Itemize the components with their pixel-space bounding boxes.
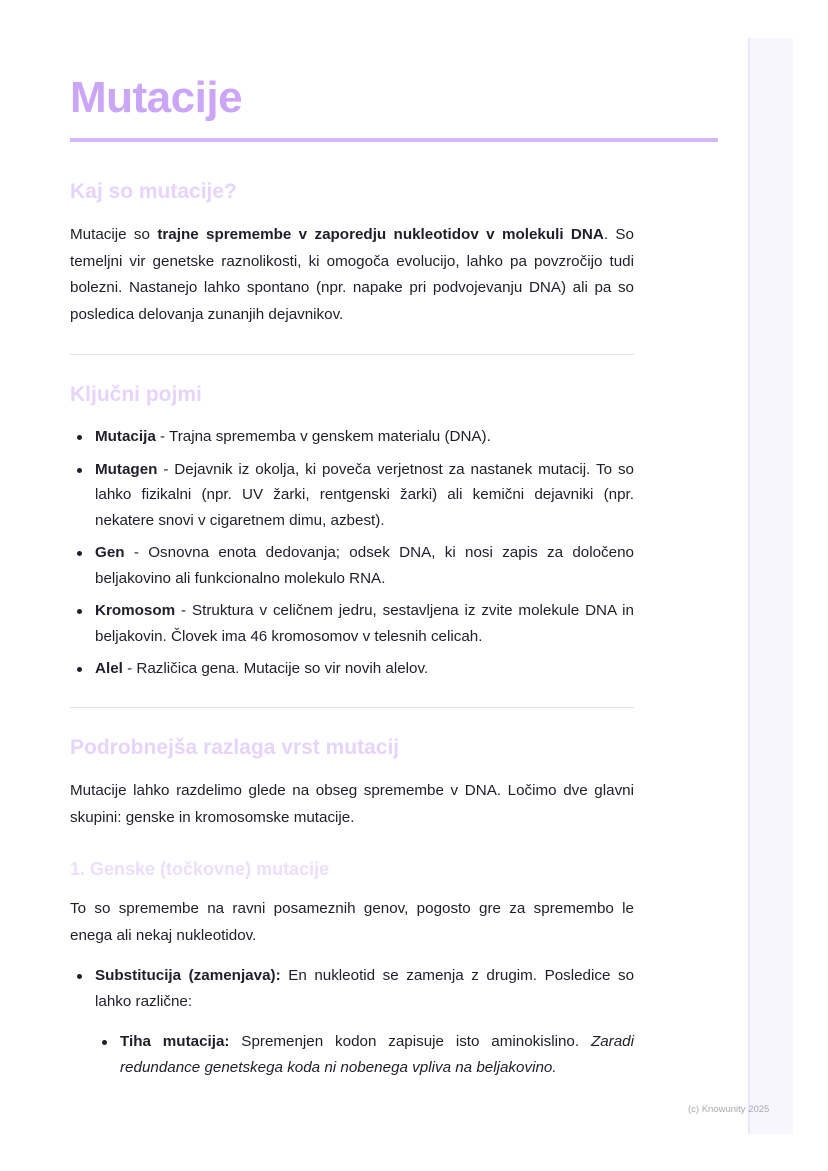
list-item [70,457,634,534]
term: Mutagen [95,460,158,478]
text-run: Mutacije so [70,226,158,243]
term: Gen [95,544,125,561]
term: Mutacija [95,428,156,445]
term: Alel [95,660,123,677]
definition: Spremenjen kodon zapisuje isto aminokislino. [229,1033,591,1050]
mutation-types-list [70,963,634,1080]
list-item [70,598,634,649]
section-kljucni-pojmi [70,381,634,682]
subsection-paragraph: To so spremembe na ravni posameznih genov, pogosto gre za spremembo le enega ali nekaj nukleotidov. [70,900,634,944]
section-paragraph: Mutacije lahko razdelimo glede na obseg spremembe v DNA. Ločimo dve glavni skupini: genske in kromosomske mutacije. [70,782,634,826]
section-heading: Kaj so mutacije? [70,180,237,203]
section-vrste-mutacij [70,734,634,1080]
title-underline [70,138,718,142]
divider [70,707,634,708]
sub-list-item [95,1029,634,1080]
definition: - Različica gena. Mutacije so vir novih alelov. [122,660,429,677]
subsection-heading: 1. Genske (točkovne) mutacije [70,859,330,879]
definition: - Trajna sprememba v genskem materialu (DNA). [155,428,491,445]
terms-list [70,424,634,682]
term: Substitucija (zamenjava): [95,967,281,984]
definition: En nukleotid se zamenja z drugim. Posledice so lahko različne: [95,967,635,1010]
bold-text: trajne spremembe v zaporedju nukleotidov v molekuli DNA [157,226,604,243]
page-margin-strip [748,38,793,1134]
definition: - Dejavnik iz okolja, ki poveča verjetnost za nastanek mutacij. To so lahko fizikalni (npr. UV žarki, rentgenski žarki) ali kemični dejavniki (npr. nekatere snovi v cigaretnem dimu, azbest). [95,460,634,529]
section-heading: Podrobnejša razlaga vrst mutacij [70,736,400,759]
section-kaj-so-mutacije [70,178,634,328]
definition: - Osnovna enota dedovanja; odsek DNA, ki nosi zapis za določeno beljakovino ali funkcionalno molekulo RNA. [95,544,634,587]
page-title: Mutacije [70,73,243,122]
italic-note: Zaradi redundance genetskega koda ni nobenega vpliva na beljakovino. [120,1033,635,1076]
text-run: . So temeljni vir genetske raznolikosti, ki omogoča evolucijo, lahko pa povzročijo tudi bolezni. Nastanejo lahko spontano (npr. napake pri podvojevanju DNA) ali pa so posledica delovanja zunanjih dejavnikov. [70,226,634,323]
list-item [70,656,634,682]
definition: - Struktura v celičnem jedru, sestavljena iz zvite molekule DNA in beljakovin. Človek ima 46 kromosomov v telesnih celicah. [95,602,634,645]
copyright-footer: (c) Knowunity 2025 [688,1104,770,1115]
list-item [70,424,634,450]
sub-list [95,1029,634,1080]
divider [70,354,634,355]
section-paragraph [70,222,634,328]
section-heading: Ključni pojmi [70,383,202,406]
list-item [70,540,634,591]
list-item [70,963,634,1080]
term: Tiha mutacija: [120,1033,230,1050]
term: Kromosom [95,602,176,619]
